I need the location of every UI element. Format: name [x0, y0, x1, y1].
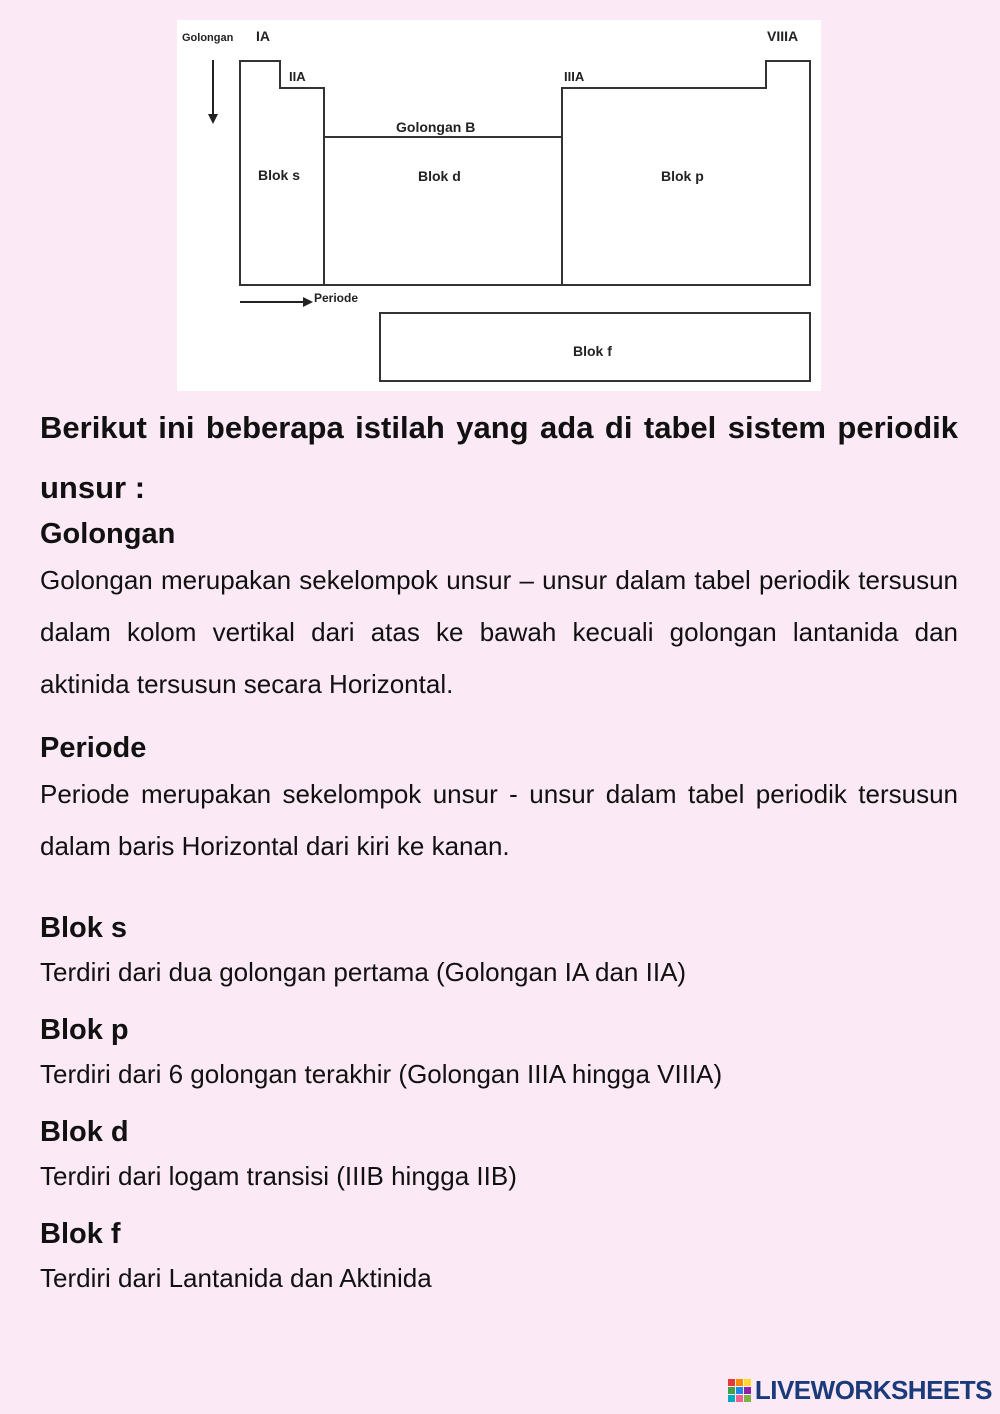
section-golongan [40, 514, 958, 710]
golongan-arrow-head [208, 114, 218, 124]
section-text: Periode merupakan sekelompok unsur - unsur dalam tabel periodik tersusun dalam baris Horizontal dari kiri ke kanan. [40, 779, 958, 861]
label-iiia: IIIA [564, 69, 585, 84]
logo-square [736, 1387, 743, 1394]
periodic-table-svg [177, 20, 821, 391]
content [40, 398, 958, 1302]
label-blok-d: Blok d [418, 168, 461, 184]
section-text: Golongan merupakan sekelompok unsur – unsur dalam tabel periodik tersusun dalam kolom vertikal dari atas ke bawah kecuali golongan lantanida dan aktinida tersusun secara Horizontal. [40, 565, 958, 699]
section-title: Golongan [40, 518, 176, 550]
section-blok-s [40, 908, 958, 996]
intro-text: Berikut ini beberapa istilah yang ada di tabel sistem periodik unsur : [40, 410, 958, 505]
section-blok-f [40, 1214, 958, 1302]
section-text: Terdiri dari dua golongan pertama (Golongan IA dan IIA) [40, 957, 687, 987]
logo-text: LIVEWORKSHEETS [754, 1375, 992, 1405]
section-blok-p [40, 1010, 958, 1098]
section-periode [40, 728, 958, 872]
section-title: Blok d [40, 1116, 129, 1148]
section-text: Terdiri dari logam transisi (IIIB hingga IIB) [40, 1161, 517, 1191]
logo-square [744, 1395, 751, 1402]
periodic-table-diagram [177, 20, 821, 391]
section-title: Periode [40, 732, 147, 764]
label-periode: Periode [314, 291, 359, 305]
section-text: Terdiri dari 6 golongan terakhir (Golongan IIIA hingga VIIIA) [40, 1059, 723, 1089]
blok-d-outline [324, 137, 562, 285]
label-golongan-b: Golongan B [396, 119, 476, 135]
label-blok-s: Blok s [258, 167, 301, 183]
logo-square [728, 1387, 735, 1394]
logo-square [744, 1379, 751, 1386]
logo-square [728, 1395, 735, 1402]
label-ia: IA [256, 28, 270, 44]
label-blok-p: Blok p [661, 168, 704, 184]
logo-grid-icon [728, 1379, 751, 1402]
section-title: Blok p [40, 1014, 129, 1046]
section-title: Blok s [40, 912, 128, 944]
section-text: Terdiri dari Lantanida dan Aktinida [40, 1263, 432, 1293]
logo-square [744, 1387, 751, 1394]
liveworksheets-logo[interactable] [728, 1375, 992, 1406]
logo-square [736, 1395, 743, 1402]
section-title: Blok f [40, 1218, 121, 1250]
label-iia: IIA [289, 69, 306, 84]
label-viiia: VIIIA [767, 28, 799, 44]
logo-square [736, 1379, 743, 1386]
label-golongan: Golongan [182, 32, 234, 44]
label-blok-f: Blok f [573, 343, 612, 359]
section-blok-d [40, 1112, 958, 1200]
periode-arrow-head [303, 297, 313, 307]
logo-square [728, 1379, 735, 1386]
